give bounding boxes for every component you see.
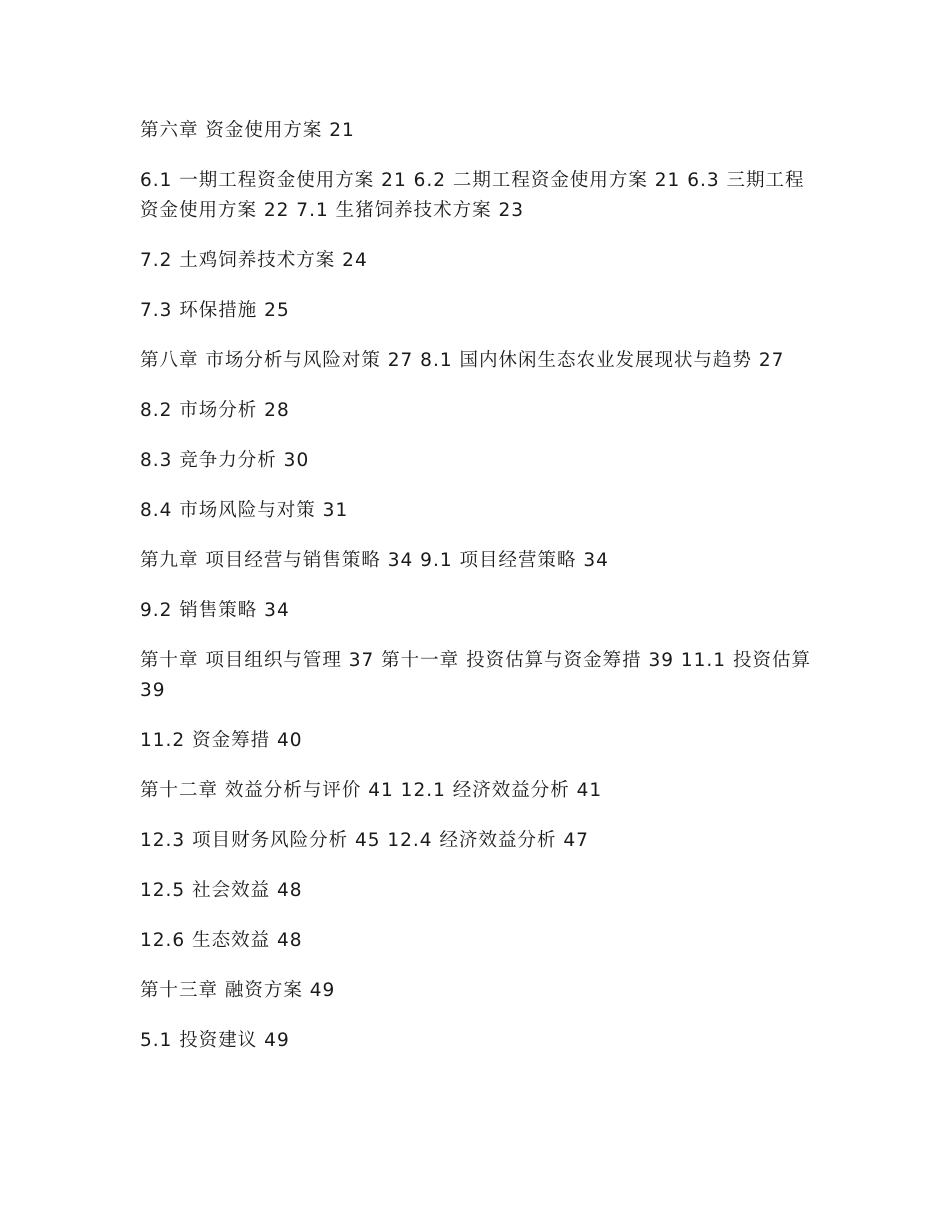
toc-line-7-3: 7.3 环保措施 25 [140, 300, 290, 321]
toc-line-ch9: 第九章 项目经营与销售策略 34 9.1 项目经营策略 34 [140, 550, 609, 571]
toc-line-ch6: 第六章 资金使用方案 21 [140, 120, 355, 141]
toc-line-12-3: 12.3 项目财务风险分析 45 12.4 经济效益分析 47 [140, 830, 589, 851]
toc-line-ch10: 第十章 项目组织与管理 37 第十一章 投资估算与资金筹措 39 11.1 投资估算 39 [140, 650, 811, 701]
toc-line-7-2: 7.2 土鸡饲养技术方案 24 [140, 250, 368, 271]
toc-line-11-2: 11.2 资金筹措 40 [140, 730, 303, 751]
toc-line-9-2: 9.2 销售策略 34 [140, 600, 290, 621]
toc-line-ch13: 第十三章 融资方案 49 [140, 980, 336, 1001]
toc-line-8-3: 8.3 竞争力分析 30 [140, 450, 310, 471]
toc-line-12-6: 12.6 生态效益 48 [140, 930, 303, 951]
toc-line-6-1: 6.1 一期工程资金使用方案 21 6.2 二期工程资金使用方案 21 6.3 三期工程资金使用方案 22 7.1 生猪饲养技术方案 23 [140, 170, 805, 221]
toc-line-ch8: 第八章 市场分析与风险对策 27 8.1 国内休闲生态农业发展现状与趋势 27 [140, 350, 785, 371]
toc-line-12-5: 12.5 社会效益 48 [140, 880, 303, 901]
toc-line-ch12: 第十二章 效益分析与评价 41 12.1 经济效益分析 41 [140, 780, 603, 801]
toc-line-8-4: 8.4 市场风险与对策 31 [140, 500, 349, 521]
toc-page [140, 116, 812, 1076]
toc-line-8-2: 8.2 市场分析 28 [140, 400, 290, 421]
toc-line-5-1: 5.1 投资建议 49 [140, 1030, 290, 1051]
